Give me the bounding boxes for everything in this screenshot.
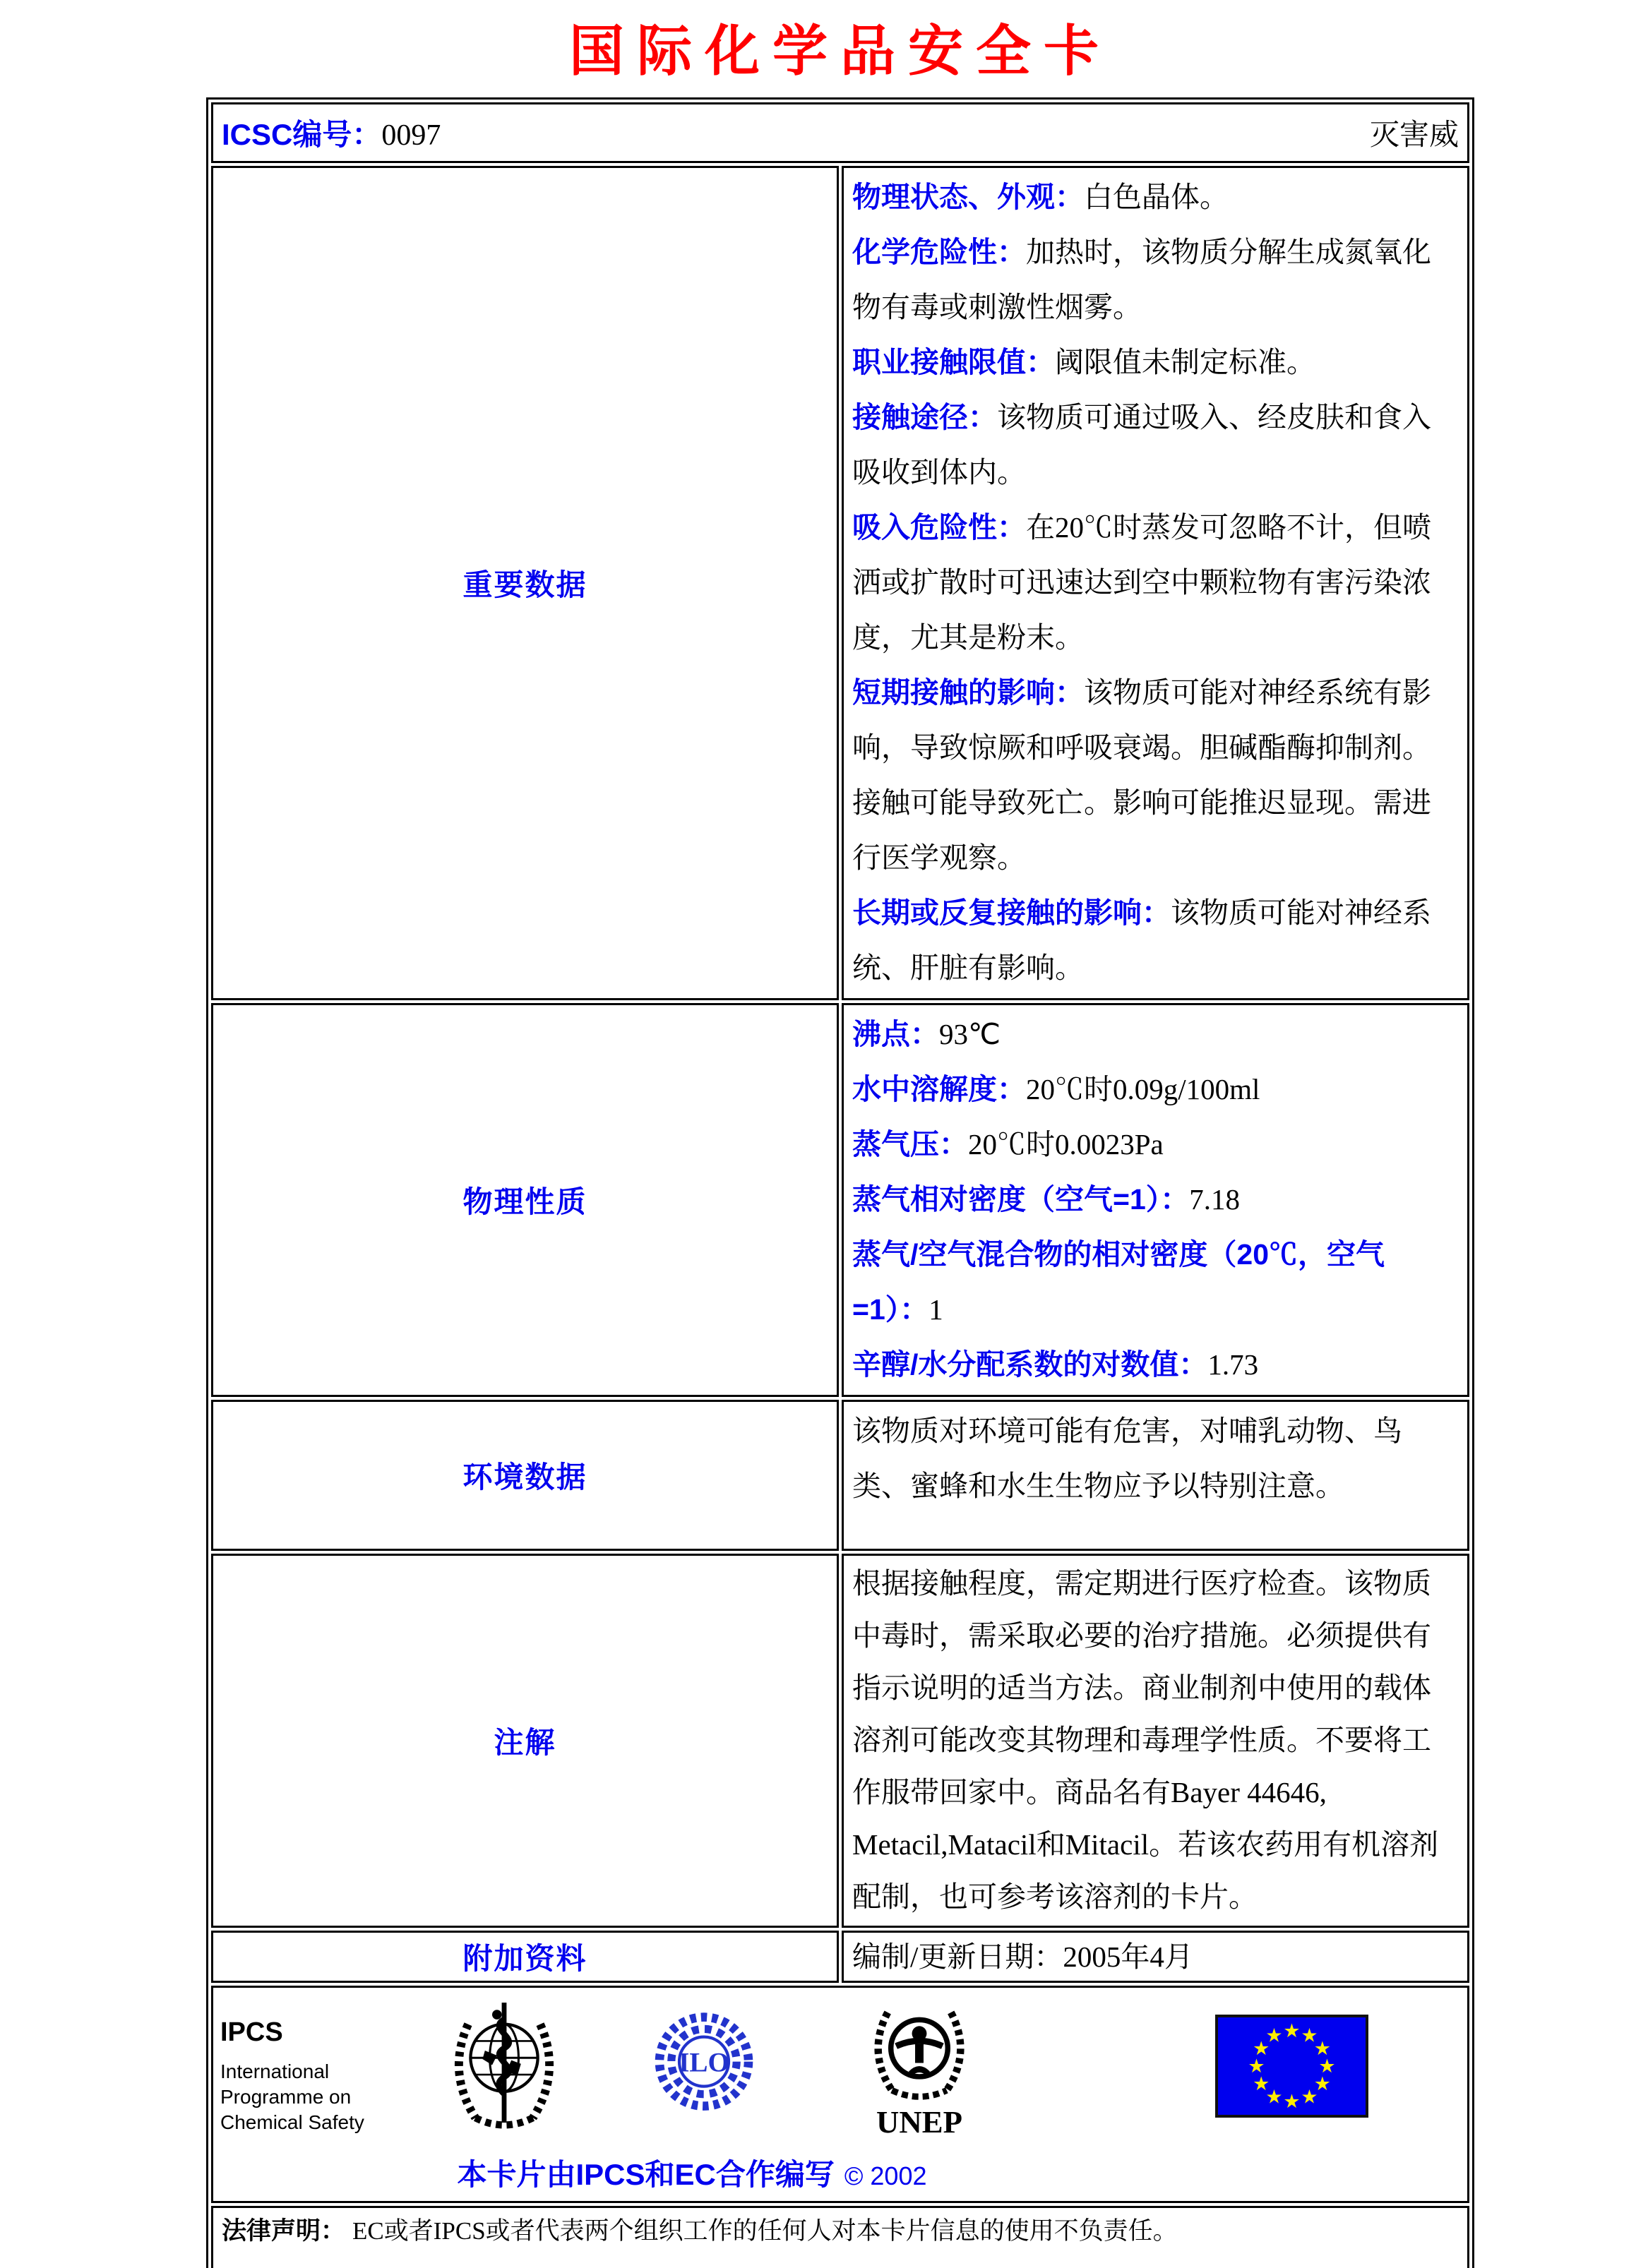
paragraph <box>852 1117 1459 1172</box>
who-logo-icon <box>444 1998 564 2136</box>
section-content <box>842 1554 1469 1928</box>
eu-star-icon: ★ <box>1313 2072 1331 2094</box>
paragraph <box>852 1227 1459 1337</box>
paragraph-text: 根据接触程度，需定期进行医疗检查。该物质中毒时，需采取必要的治疗措施。必须提供有指示说明的适当方法。商业制剂中使用的载体溶剂可能改变其物理和毒理学性质。不要将工作服带回家中。商品名有Bayer 44646, Metacil,Matacil和Mitacil。若该农药用有机溶剂配制，也可参考该溶剂的卡片。 <box>852 1566 1439 1913</box>
paragraph-label: 长期或反复接触的影响： <box>852 896 1171 929</box>
eu-star-icon: ★ <box>1313 2037 1331 2059</box>
ilo-logo-icon <box>655 2002 753 2133</box>
paragraph-text: 该物质对环境可能有危害，对哺乳动物、鸟类、蜜蜂和水生生物应予以特别注意。 <box>852 1414 1402 1502</box>
paragraph <box>852 1007 1459 1062</box>
section-row <box>211 1554 1469 1928</box>
paragraph-text: 93℃ <box>939 1017 1001 1050</box>
page-title: 国际化学品安全卡 <box>568 20 1111 82</box>
legal-cell <box>211 2206 1469 2268</box>
legal-row <box>211 2206 1469 2268</box>
paragraph-text: 7.18 <box>1189 1182 1240 1216</box>
ipcs-line: International <box>220 2060 330 2082</box>
paragraph <box>852 500 1459 665</box>
paragraph <box>852 1337 1459 1392</box>
eu-star-icon: ★ <box>1248 2055 1265 2077</box>
paragraph-label: 物理状态、外观： <box>852 180 1084 213</box>
chemical-name: 灭害威 <box>1369 119 1459 152</box>
icsc-number-value: 0097 <box>381 119 441 152</box>
header-row <box>211 102 1469 163</box>
section-content <box>842 1003 1469 1397</box>
eu-star-icon: ★ <box>1318 2055 1336 2077</box>
paragraph <box>852 665 1459 885</box>
paragraph-text: 20℃时0.0023Pa <box>968 1127 1164 1160</box>
eu-star-icon: ★ <box>1283 2090 1301 2112</box>
header-cell <box>211 102 1469 163</box>
eu-star-icon: ★ <box>1283 2020 1301 2041</box>
section-content <box>842 1931 1469 1983</box>
eu-star-icon: ★ <box>1301 2086 1318 2108</box>
paragraph-label: 短期接触的影响： <box>852 676 1084 709</box>
paragraph-text: 1 <box>929 1292 943 1326</box>
icsc-table <box>206 97 1474 2268</box>
section-row <box>211 1400 1469 1551</box>
eu-star-icon: ★ <box>1265 2086 1283 2108</box>
ipcs-line: Chemical Safety <box>220 2111 364 2133</box>
paragraph <box>852 335 1459 390</box>
section-row <box>211 1003 1469 1397</box>
eu-star-icon: ★ <box>1253 2037 1270 2059</box>
paragraph-text: 该物质可能对神经系统、肝脏有影响。 <box>852 896 1431 984</box>
card-caption <box>220 2152 1460 2194</box>
paragraph <box>852 1557 1459 1923</box>
section-row <box>211 1931 1469 1983</box>
ipcs-text-block <box>220 2017 405 2135</box>
icsc-number-label: ICSC编号： <box>222 117 382 151</box>
paragraph-label: 吸入危险性： <box>852 510 1026 544</box>
unep-logo-icon <box>866 1998 972 2139</box>
paragraph <box>852 1062 1459 1117</box>
eu-star-icon: ★ <box>1253 2072 1270 2094</box>
logos-cell <box>211 1986 1469 2203</box>
ipcs-acronym: IPCS <box>220 2017 283 2047</box>
paragraph-text: 加热时，该物质分解生成氮氧化物有毒或刺激性烟雾。 <box>852 235 1431 323</box>
paragraph-label: 辛醇/水分配系数的对数值： <box>852 1348 1208 1381</box>
caption-copyright: © 2002 <box>844 2161 927 2190</box>
section-label: 物理性质 <box>211 1003 839 1397</box>
paragraph <box>852 885 1459 995</box>
caption-text: 本卡片由IPCS和EC合作编写 <box>457 2157 835 2191</box>
section-label: 重要数据 <box>211 166 839 1000</box>
section-content <box>842 1400 1469 1551</box>
section-label: 附加资料 <box>211 1931 839 1983</box>
eu-flag-icon <box>1215 2015 1368 2118</box>
paragraph-label: 接触途径： <box>852 400 997 433</box>
paragraph-label: 蒸气压： <box>852 1127 968 1160</box>
paragraph-text: 该物质可通过吸入、经皮肤和食入吸收到体内。 <box>852 400 1431 488</box>
legal-text: EC或者IPCS或者代表两个组织工作的任何人对本卡片信息的使用不负责任。 <box>352 2216 1178 2245</box>
paragraph-text: 编制/更新日期：2005年4月 <box>852 1940 1193 1973</box>
paragraph-label: 职业接触限值： <box>852 345 1055 378</box>
paragraph <box>852 1937 1459 1976</box>
paragraph <box>852 169 1459 224</box>
eu-star-icon: ★ <box>1301 2024 1318 2046</box>
section-label: 环境数据 <box>211 1400 839 1551</box>
paragraph-text: 白色晶体。 <box>1084 180 1229 213</box>
logos-row <box>211 1986 1469 2203</box>
paragraph <box>852 1172 1459 1227</box>
legal-label: 法律声明： <box>222 2216 346 2245</box>
paragraph-text: 该物质可能对神经系统有影响，导致惊厥和呼吸衰竭。胆碱酯酶抑制剂。接触可能导致死亡。影响可能推迟显现。需进行医学观察。 <box>852 676 1431 874</box>
eu-star-icon: ★ <box>1265 2024 1283 2046</box>
logo-strip <box>220 1998 1460 2144</box>
paragraph-label: 水中溶解度： <box>852 1072 1026 1105</box>
paragraph <box>852 390 1459 500</box>
paragraph-label: 蒸气相对密度（空气=1）： <box>852 1182 1190 1216</box>
section-label: 注解 <box>211 1554 839 1928</box>
section-content <box>842 166 1469 1000</box>
icsc-number-group <box>222 112 441 154</box>
paragraph <box>852 1403 1459 1513</box>
paragraph-text: 1.73 <box>1207 1348 1259 1381</box>
icsc-table-body <box>211 102 1469 2268</box>
paragraph-label: 沸点： <box>852 1017 939 1050</box>
section-row <box>211 166 1469 1000</box>
paragraph-label: 化学危险性： <box>852 235 1026 268</box>
ipcs-line: Programme on <box>220 2085 352 2108</box>
paragraph-label: 蒸气/空气混合物的相对密度（20℃，空气=1）： <box>852 1237 1385 1326</box>
paragraph <box>852 224 1459 335</box>
paragraph-text: 20℃时0.09g/100ml <box>1026 1072 1260 1105</box>
paragraph-text: 在20℃时蒸发可忽略不计，但喷洒或扩散时可迅速达到空中颗粒物有害污染浓度，尤其是粉末。 <box>852 510 1431 654</box>
ilo-logo-text: ILO <box>679 2047 729 2078</box>
unep-logo-text: UNEP <box>876 2104 962 2139</box>
paragraph-text: 阈限值未制定标准。 <box>1055 345 1315 378</box>
